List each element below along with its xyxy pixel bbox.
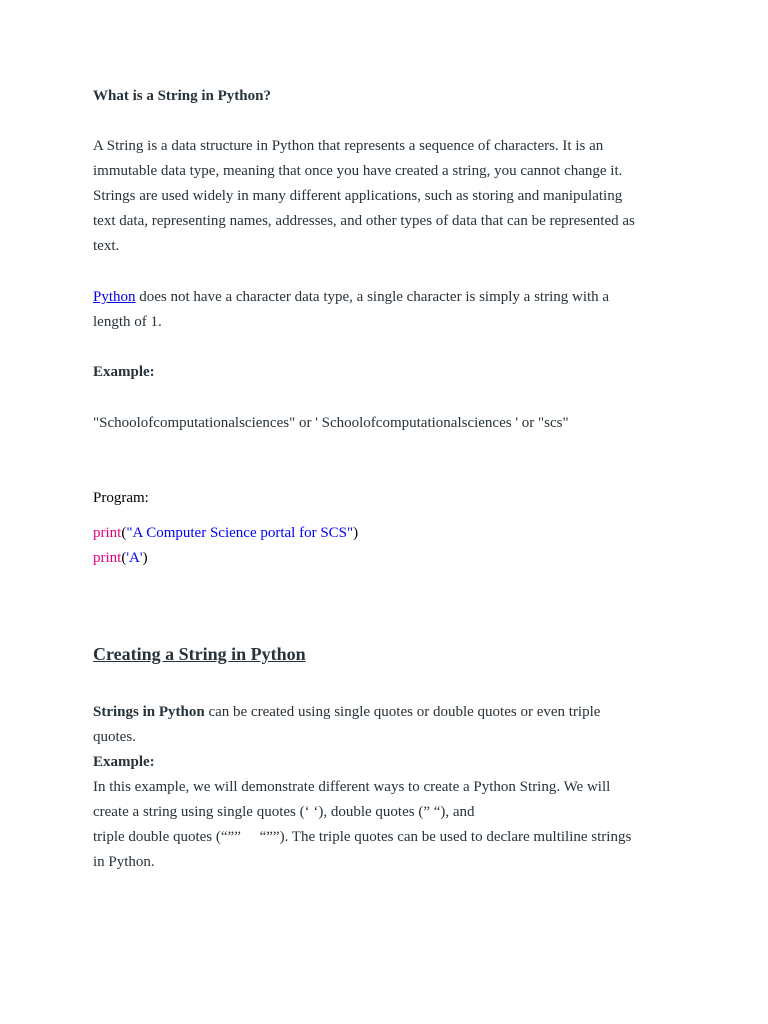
example-text-1: "Schoolofcomputationalsciences" or ' Schoolofcomputationalsciences ' or "scs" — [93, 415, 569, 431]
code-keyword: print — [93, 550, 122, 566]
creation-line-1-text: can be created using single quotes or double quotes or even triple — [204, 704, 601, 720]
creation-line-1 — [93, 700, 673, 725]
example2-line-4: in Python. — [93, 854, 155, 870]
character-line-1 — [93, 285, 673, 310]
code-line-2 — [93, 546, 673, 571]
program-label: Program: — [93, 490, 149, 506]
character-line-1-text: does not have a character data type, a single character is simply a string with a — [135, 289, 610, 305]
example2-line-2: create a string using single quotes (‘ ‘), double quotes (” “), and — [93, 804, 475, 820]
example2-line-3: triple double quotes (“”” “””). The triple quotes can be used to declare multiline strings — [93, 829, 632, 845]
code-paren-open: ( — [121, 550, 127, 566]
code-string: 'A' — [126, 550, 143, 566]
intro-line-2: immutable data type, meaning that once you have created a string, you cannot change it. — [93, 163, 623, 179]
intro-line-1: A String is a data structure in Python that represents a sequence of characters. It is an — [93, 138, 604, 154]
heading-creating-string: Creating a String in Python — [93, 644, 306, 664]
intro-line-3: Strings are used widely in many different applications, such as storing and manipulating — [93, 188, 623, 204]
example2-line-1: In this example, we will demonstrate different ways to create a Python String. We will — [93, 779, 611, 795]
intro-line-5: text. — [93, 238, 120, 254]
character-paragraph — [93, 285, 673, 335]
creation-bold-term: Strings in Python — [93, 704, 205, 720]
python-link[interactable]: Python — [93, 289, 136, 305]
code-keyword: print — [93, 525, 122, 541]
code-paren-close: ) — [142, 550, 148, 566]
example-label-2: Example: — [93, 754, 155, 770]
code-paren-close: ) — [353, 525, 359, 541]
creation-paragraph — [93, 700, 673, 875]
example-label-1: Example: — [93, 364, 155, 380]
intro-paragraph — [93, 134, 673, 259]
code-string: "A Computer Science portal for SCS" — [126, 525, 354, 541]
code-block — [93, 521, 673, 571]
code-paren-open: ( — [121, 525, 127, 541]
character-line-2: length of 1. — [93, 314, 162, 330]
creation-line-2: quotes. — [93, 729, 136, 745]
heading-what-is-string: What is a String in Python? — [93, 88, 271, 104]
code-line-1 — [93, 521, 673, 546]
intro-line-4: text data, representing names, addresses, and other types of data that can be represented as — [93, 213, 635, 229]
